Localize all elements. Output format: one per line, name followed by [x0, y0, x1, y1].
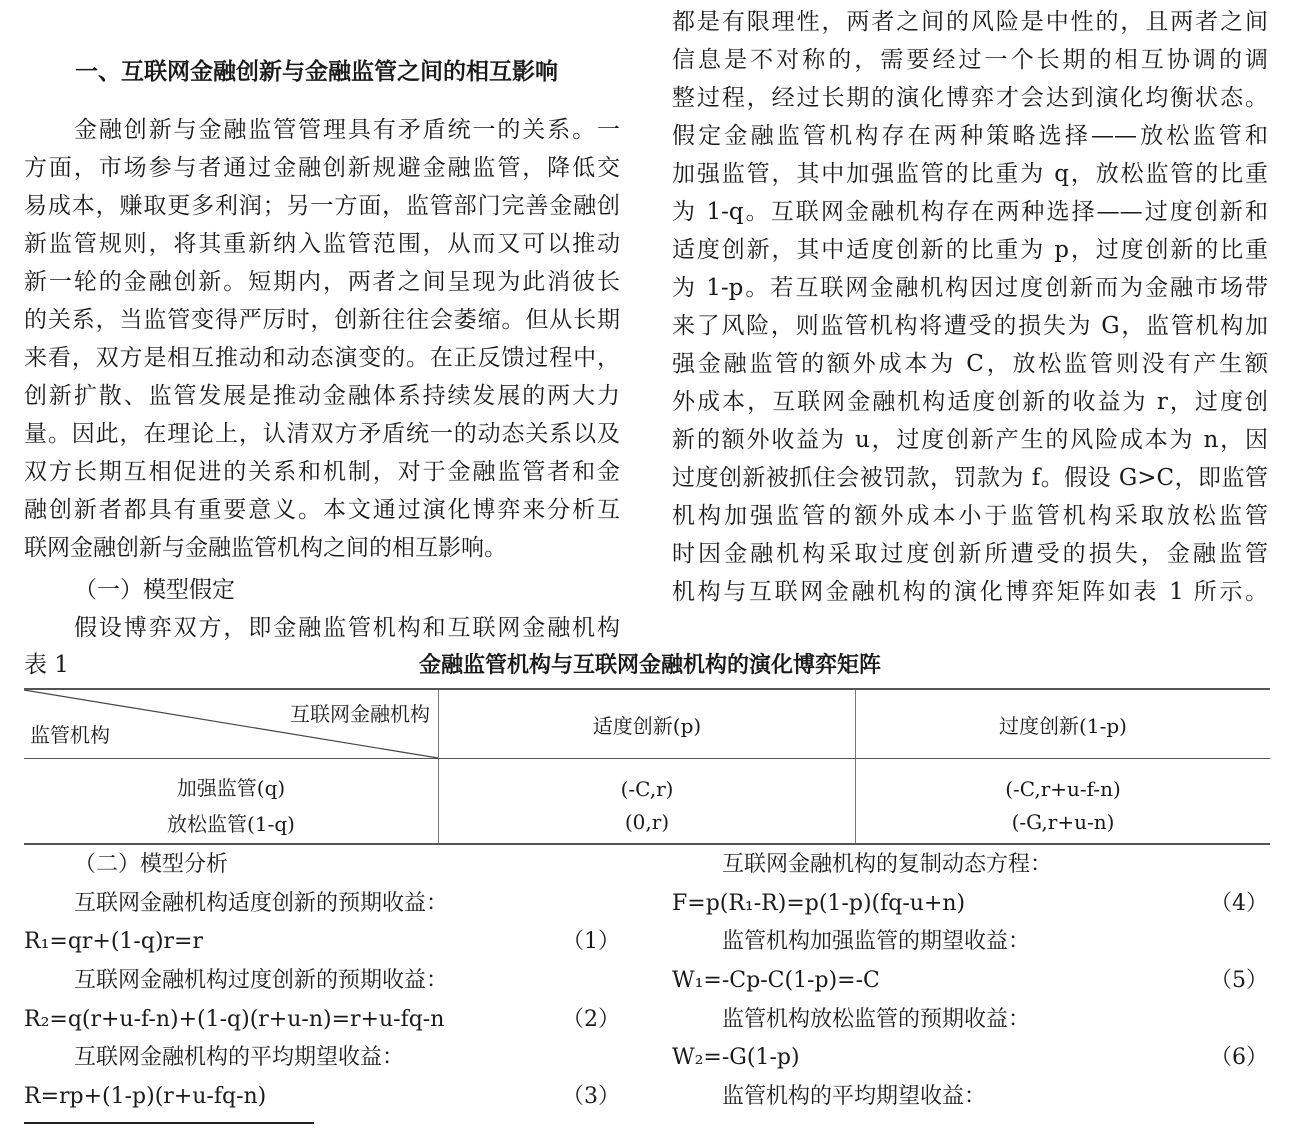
- paragraph-line: 量。因此，在理论上，认清双方矛盾统一的动态关系以及: [24, 421, 620, 447]
- corner-bottom-label: 监管机构: [30, 723, 110, 747]
- formula-caption: 互联网金融机构适度创新的预期收益：: [74, 890, 449, 916]
- analysis-left: [24, 846, 620, 1117]
- formula: W₂=-G(1-p): [672, 1045, 800, 1071]
- right-column: [672, 3, 1268, 611]
- formula-caption: 互联网金融机构的平均期望收益：: [74, 1045, 405, 1071]
- paragraph-line: 外成本，互联网金融机构适度创新的收益为 r，过度创: [672, 389, 1268, 415]
- paragraph-line: 强金融监管的额外成本为 C，放松监管则没有产生额: [672, 351, 1268, 377]
- formula-line: [672, 885, 1268, 924]
- paragraph-line: 创新扩散、监管发展是推动金融体系持续发展的两大力: [24, 383, 620, 409]
- row-label: 放松监管(1-q): [24, 801, 439, 844]
- row-label: 加强监管(q): [176, 776, 286, 800]
- paragraph-line: 新的额外收益为 u，过度创新产生的风险成本为 n，因: [672, 427, 1268, 453]
- equation-number: （6）: [1210, 1045, 1268, 1071]
- table-cell: (-G,r+u-n): [856, 801, 1271, 844]
- paragraph-line: 时因金融机构采取过度创新所遭受的损失，金融监管: [672, 541, 1268, 567]
- paragraph-line: 为 1-q。互联网金融机构存在两种选择——过度创新和: [672, 199, 1268, 225]
- paragraph-line: 的关系，当监管变得严厉时，创新往往会萎缩。但从长期: [24, 307, 620, 333]
- table-corner-cell: [24, 689, 439, 759]
- formula: F=p(R₁-R)=p(1-p)(fq-u+n): [672, 890, 966, 916]
- paragraph-line: 易成本，赚取更多利润；另一方面，监管部门完善金融创: [24, 193, 620, 219]
- paragraph-line: 金融创新与金融监管管理具有矛盾统一的关系。一: [74, 117, 620, 143]
- section-title: 一、互联网金融创新与金融监管之间的相互影响: [75, 58, 558, 85]
- paragraph-line: 新监管规则，将其重新纳入监管范围，从而又可以推动: [24, 231, 620, 257]
- paragraph-line: 来了风险，则监管机构将遭受的损失为 G，监管机构加: [672, 313, 1268, 339]
- table-cell: (-C,r): [439, 759, 856, 802]
- formula-caption: 监管机构放松监管的预期收益：: [722, 1006, 1031, 1032]
- column-header: 适度创新(p): [439, 689, 856, 759]
- footnote-rule: [24, 1122, 314, 1124]
- table-row: [24, 759, 1270, 802]
- paragraph-line: 整过程，经过长期的演化博弈才会达到演化均衡状态。: [672, 85, 1268, 111]
- table-row: [24, 801, 1270, 844]
- formula-line: [672, 962, 1268, 1001]
- paragraph-line: 机构与互联网金融机构的演化博弈矩阵如表 1 所示。: [672, 579, 1268, 605]
- table-title: 金融监管机构与互联网金融机构的演化博弈矩阵: [418, 652, 881, 678]
- paragraph-line: 假定金融监管机构存在两种策略选择——放松监管和: [672, 123, 1268, 149]
- equation-number: （3）: [562, 1084, 620, 1110]
- formula-caption: 互联网金融机构的复制动态方程：: [722, 852, 1053, 877]
- paragraph-line: 方面，市场参与者通过金融创新规避金融监管，降低交: [24, 155, 620, 181]
- formula-line: [24, 1001, 620, 1040]
- formula: R=rp+(1-p)(r+u-fq-n): [24, 1084, 267, 1110]
- table-header-row: [24, 689, 1270, 759]
- formula: W₁=-Cp-C(1-p)=-C: [672, 968, 880, 994]
- paragraph-line: 联网金融创新与金融监管机构之间的相互影响。: [24, 535, 507, 561]
- formula-line: [672, 1039, 1268, 1078]
- equation-number: （1）: [562, 929, 620, 955]
- table-label: 表 1: [24, 652, 69, 678]
- formula-line: [24, 1078, 620, 1117]
- equation-number: （5）: [1210, 968, 1268, 994]
- paragraph-line: 过度创新被抓住会被罚款，罚款为 f。假设 G>C，即监管: [672, 465, 1268, 491]
- paragraph-line: 都是有限理性，两者之间的风险是中性的，且两者之间: [672, 9, 1268, 35]
- paragraph-line: 适度创新，其中适度创新的比重为 p，过度创新的比重: [672, 237, 1268, 263]
- corner-top-label: 互联网金融机构: [290, 702, 430, 726]
- paragraph-line: 新一轮的金融创新。短期内，两者之间呈现为此消彼长: [24, 269, 620, 295]
- paragraph-line: 机构加强监管的额外成本小于监管机构采取放松监管: [672, 503, 1268, 529]
- paragraph-line: 融创新者都具有重要意义。本文通过演化博弈来分析互: [24, 497, 620, 523]
- table-cell: (0,r): [439, 801, 856, 844]
- table-cell: (-C,r+u-f-n): [856, 759, 1271, 802]
- formula: R₂=q(r+u-f-n)+(1-q)(r+u-n)=r+u-fq-n: [24, 1006, 445, 1032]
- subsection-heading: （一）模型假定: [74, 577, 235, 603]
- paragraph-line: 双方长期互相促进的关系和机制，对于金融监管者和金: [24, 459, 620, 485]
- game-matrix-table: [24, 688, 1270, 845]
- paragraph-line: 为 1-p。若互联网金融机构因过度创新而为金融市场带: [672, 275, 1268, 301]
- left-column: [24, 111, 620, 647]
- paragraph-line: 假设博弈双方，即金融监管机构和互联网金融机构: [74, 615, 620, 641]
- formula: R₁=qr+(1-q)r=r: [24, 929, 203, 955]
- formula-line: [24, 923, 620, 962]
- paragraph-line: 来看，双方是相互推动和动态演变的。在正反馈过程中，: [24, 345, 620, 371]
- equation-number: （4）: [1210, 890, 1268, 916]
- column-header: 过度创新(1-p): [856, 689, 1271, 759]
- analysis-right: [672, 846, 1268, 1117]
- paragraph-line: 加强监管，其中加强监管的比重为 q，放松监管的比重: [672, 161, 1268, 187]
- paragraph-line: 信息是不对称的，需要经过一个长期的相互协调的调: [672, 47, 1268, 73]
- equation-number: （2）: [562, 1006, 620, 1032]
- formula-caption: 监管机构加强监管的期望收益：: [722, 929, 1031, 955]
- subsection-heading: （二）模型分析: [74, 852, 229, 877]
- formula-caption: 监管机构的平均期望收益：: [722, 1084, 987, 1110]
- formula-caption: 互联网金融机构过度创新的预期收益：: [74, 968, 449, 994]
